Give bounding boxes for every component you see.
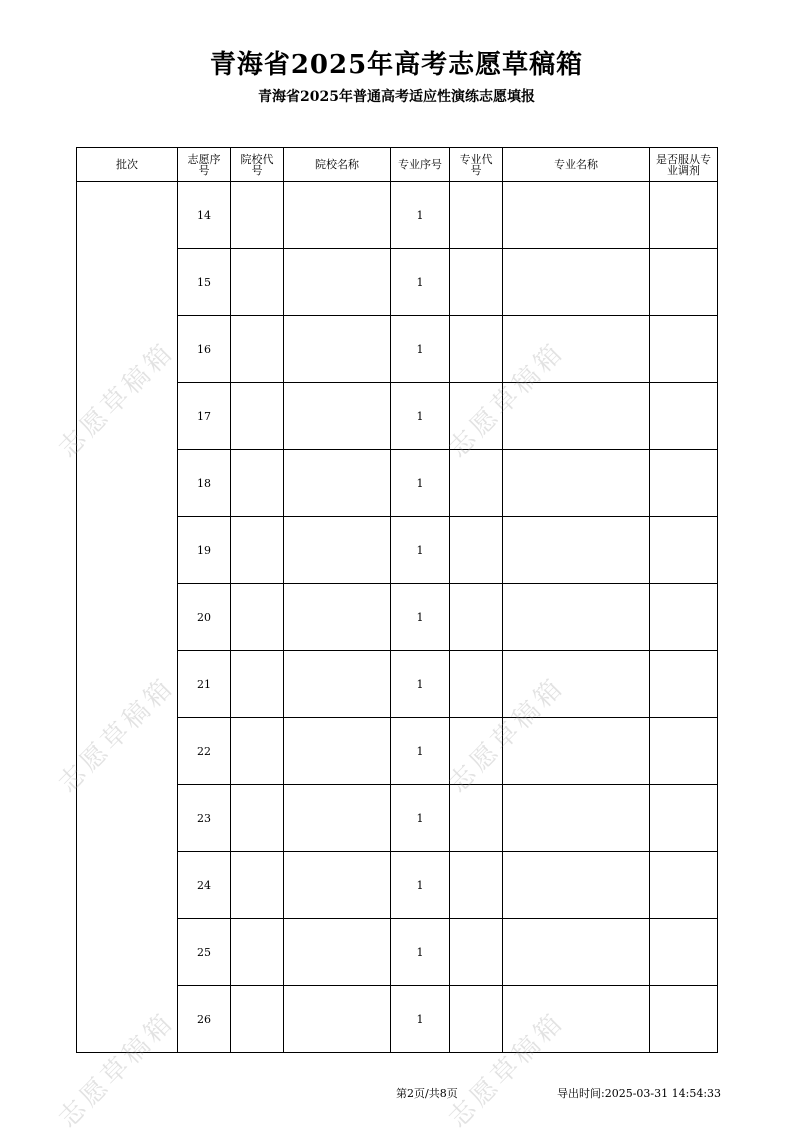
volunteer-seq-cell: 14 [178, 182, 231, 249]
accept-adjust-cell [650, 785, 718, 852]
page-number: 第2页/共8页 [396, 1087, 458, 1100]
major-code-cell [450, 718, 503, 785]
volunteer-seq-cell: 26 [178, 986, 231, 1053]
volunteer-seq-cell: 22 [178, 718, 231, 785]
accept-adjust-cell [650, 383, 718, 450]
major-name-cell [503, 785, 650, 852]
col-header-major-name: 专业名称 [503, 148, 650, 182]
major-seq-cell: 1 [391, 450, 450, 517]
school-code-cell [231, 785, 284, 852]
accept-adjust-cell [650, 249, 718, 316]
school-name-cell [284, 517, 391, 584]
accept-adjust-cell [650, 651, 718, 718]
school-name-cell [284, 182, 391, 249]
school-code-cell [231, 450, 284, 517]
school-code-cell [231, 249, 284, 316]
school-name-cell [284, 651, 391, 718]
school-code-cell [231, 182, 284, 249]
school-name-cell [284, 785, 391, 852]
major-name-cell [503, 919, 650, 986]
major-name-cell [503, 182, 650, 249]
school-name-cell [284, 316, 391, 383]
school-code-cell [231, 651, 284, 718]
col-header-school-code: 院校代号 [231, 148, 284, 182]
volunteer-seq-cell: 20 [178, 584, 231, 651]
major-seq-cell: 1 [391, 316, 450, 383]
major-code-cell [450, 450, 503, 517]
major-seq-cell: 1 [391, 383, 450, 450]
major-name-cell [503, 316, 650, 383]
school-code-cell [231, 584, 284, 651]
major-seq-cell: 1 [391, 986, 450, 1053]
major-name-cell [503, 718, 650, 785]
major-seq-cell: 1 [391, 785, 450, 852]
major-seq-cell: 1 [391, 718, 450, 785]
major-seq-cell: 1 [391, 182, 450, 249]
accept-adjust-cell [650, 517, 718, 584]
school-code-cell [231, 919, 284, 986]
major-code-cell [450, 383, 503, 450]
col-header-volunteer-seq: 志愿序号 [178, 148, 231, 182]
col-header-accept-adjust: 是否服从专业调剂 [650, 148, 718, 182]
watermark-5: 志愿草稿箱 [53, 1006, 181, 1134]
major-code-cell [450, 785, 503, 852]
major-name-cell [503, 517, 650, 584]
export-time: 导出时间:2025-03-31 14:54:33 [557, 1087, 722, 1100]
volunteer-seq-cell: 21 [178, 651, 231, 718]
accept-adjust-cell [650, 919, 718, 986]
major-seq-cell: 1 [391, 249, 450, 316]
accept-adjust-cell [650, 584, 718, 651]
col-header-major-seq: 专业序号 [391, 148, 450, 182]
accept-adjust-cell [650, 450, 718, 517]
school-code-cell [231, 383, 284, 450]
col-header-major-code: 专业代号 [450, 148, 503, 182]
watermark-4: 志愿草稿箱 [443, 671, 571, 799]
volunteer-seq-cell: 17 [178, 383, 231, 450]
volunteer-seq-cell: 19 [178, 517, 231, 584]
school-name-cell [284, 718, 391, 785]
col-header-school-name: 院校名称 [284, 148, 391, 182]
major-code-cell [450, 986, 503, 1053]
major-code-cell [450, 852, 503, 919]
major-seq-cell: 1 [391, 651, 450, 718]
watermark-3: 志愿草稿箱 [53, 671, 181, 799]
accept-adjust-cell [650, 316, 718, 383]
major-name-cell [503, 852, 650, 919]
watermark-6: 志愿草稿箱 [443, 1006, 571, 1134]
watermark-2: 志愿草稿箱 [443, 336, 571, 464]
accept-adjust-cell [650, 986, 718, 1053]
volunteer-seq-cell: 23 [178, 785, 231, 852]
school-code-cell [231, 517, 284, 584]
major-seq-cell: 1 [391, 584, 450, 651]
school-name-cell [284, 919, 391, 986]
table-header-row [77, 148, 718, 182]
volunteer-table [76, 147, 718, 1053]
school-name-cell [284, 852, 391, 919]
page-subtitle: 青海省2025年普通高考适应性演练志愿填报 [258, 89, 535, 105]
school-name-cell [284, 383, 391, 450]
volunteer-seq-cell: 24 [178, 852, 231, 919]
major-code-cell [450, 517, 503, 584]
major-name-cell [503, 651, 650, 718]
major-name-cell [503, 450, 650, 517]
major-code-cell [450, 651, 503, 718]
school-name-cell [284, 584, 391, 651]
col-header-batch: 批次 [77, 148, 178, 182]
major-name-cell [503, 249, 650, 316]
volunteer-seq-cell: 25 [178, 919, 231, 986]
accept-adjust-cell [650, 718, 718, 785]
accept-adjust-cell [650, 182, 718, 249]
school-code-cell [231, 316, 284, 383]
major-code-cell [450, 919, 503, 986]
volunteer-seq-cell: 16 [178, 316, 231, 383]
batch-cell [77, 182, 178, 1053]
major-seq-cell: 1 [391, 517, 450, 584]
table-row [77, 182, 718, 249]
school-code-cell [231, 986, 284, 1053]
watermark-1: 志愿草稿箱 [53, 336, 181, 464]
major-code-cell [450, 182, 503, 249]
volunteer-seq-cell: 15 [178, 249, 231, 316]
volunteer-seq-cell: 18 [178, 450, 231, 517]
school-name-cell [284, 249, 391, 316]
school-name-cell [284, 986, 391, 1053]
major-name-cell [503, 584, 650, 651]
major-seq-cell: 1 [391, 919, 450, 986]
school-name-cell [284, 450, 391, 517]
major-code-cell [450, 316, 503, 383]
major-name-cell [503, 986, 650, 1053]
school-code-cell [231, 852, 284, 919]
school-code-cell [231, 718, 284, 785]
accept-adjust-cell [650, 852, 718, 919]
page-title: 青海省2025年高考志愿草稿箱 [209, 50, 584, 80]
major-code-cell [450, 584, 503, 651]
major-code-cell [450, 249, 503, 316]
major-name-cell [503, 383, 650, 450]
major-seq-cell: 1 [391, 852, 450, 919]
